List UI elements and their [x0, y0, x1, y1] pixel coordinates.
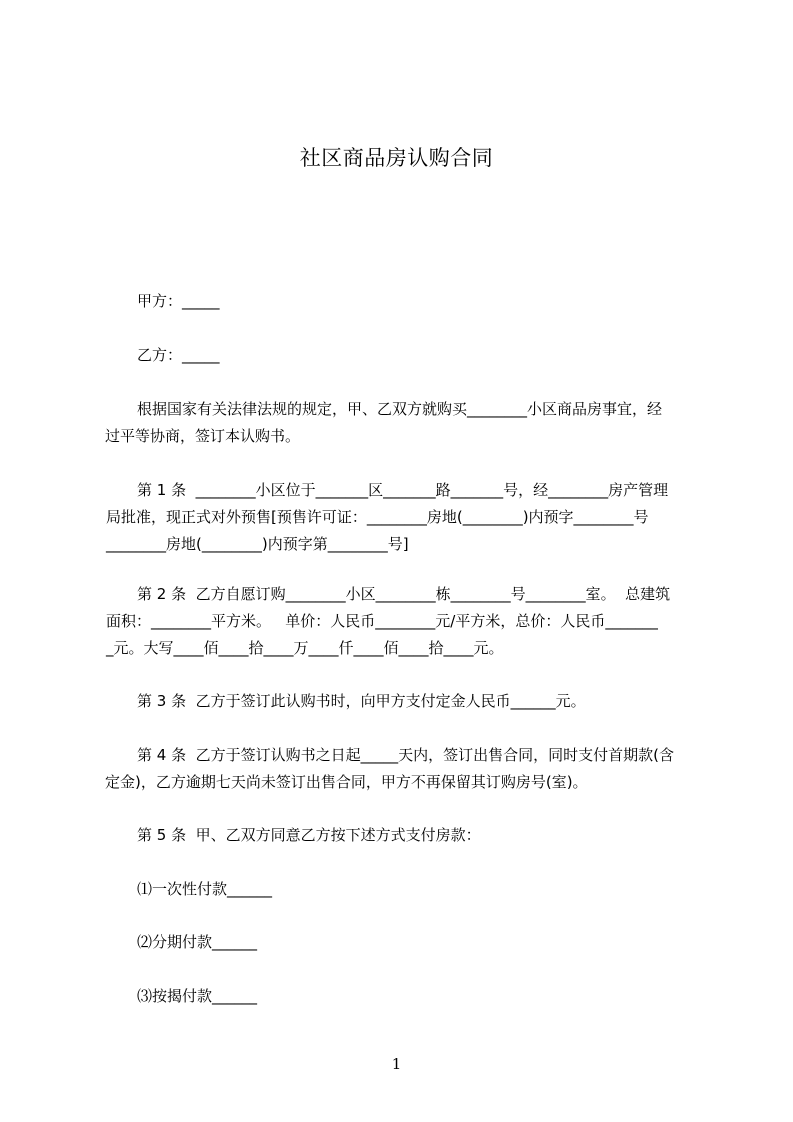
intro-line-2: 过平等协商，签订本认购书。 [105, 427, 301, 445]
article4-line-2: 定金)，乙方逾期七天尚未签订出售合同，甲方不再保留其订购房号(室)。 [105, 773, 588, 791]
page-number: 1 [391, 1055, 402, 1073]
party-a-line: 甲方：_____ [137, 292, 220, 310]
article2-line-2: 面积：________平方米。 单价：人民币________元/平方米，总价：人民币_______ [106, 612, 658, 630]
article5-line: 第 5 条 甲、乙双方同意乙方按下述方式支付房款： [137, 826, 481, 844]
payment-option-2: ⑵分期付款______ [137, 933, 258, 951]
article2-line-1: 第 2 条 乙方自愿订购________小区________栋________号________室。 总建筑 [137, 585, 671, 603]
intro-line-1: 根据国家有关法律法规的规定，甲、乙双方就购买________小区商品房事宜，经 [137, 400, 663, 418]
payment-option-1: ⑴一次性付款______ [137, 880, 273, 898]
article4-line-1: 第 4 条 乙方于签订认购书之日起_____天内，签订出售合同，同时支付首期款(含 [137, 746, 674, 764]
article3-line: 第 3 条 乙方于签订此认购书时，向甲方支付定金人民币______元。 [137, 692, 586, 710]
document-title: 社区商品房认购合同 [299, 146, 494, 170]
article2-line-3: _元。大写____佰____拾____万____仟____佰____拾____元。 [106, 639, 504, 657]
party-b-line: 乙方：_____ [137, 346, 220, 364]
article1-line-2: 局批准，现正式对外预售[预售许可证：________房地(________)内预字________号 [106, 508, 649, 526]
payment-option-3: ⑶按揭付款______ [137, 987, 258, 1005]
article1-line-1: 第 1 条 ________小区位于_______区_______路_______号，经________房产管理 [137, 481, 669, 499]
article1-line-3: ________房地(________)内预字第________号] [106, 535, 409, 553]
